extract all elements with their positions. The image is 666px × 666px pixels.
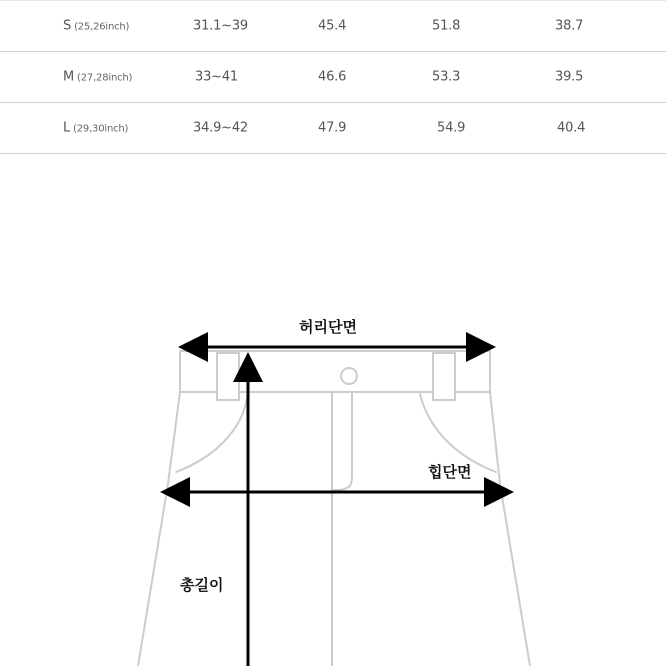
left-outseam (138, 392, 180, 666)
fly-stitch (332, 392, 352, 490)
size-letter: S (63, 18, 72, 34)
waist-cell: 33~41 (195, 69, 238, 85)
right-outseam (490, 392, 530, 666)
measurement-diagram (0, 154, 666, 666)
measure-cell: 38.7 (555, 18, 584, 34)
size-letter: M (63, 69, 75, 85)
measure-cell: 53.3 (432, 69, 461, 85)
belt-loop-right (433, 353, 455, 400)
size-inch: (25,26inch) (74, 21, 130, 33)
table-row (0, 1, 666, 52)
length-label: 총길이 (180, 576, 224, 594)
size-table (0, 0, 666, 154)
table-row (0, 103, 666, 154)
size-cell (63, 121, 128, 136)
size-inch: (29,30inch) (73, 123, 129, 135)
measure-cell: 51.8 (432, 18, 461, 34)
button-icon (341, 368, 357, 384)
measure-cell: 39.5 (555, 69, 584, 85)
pants-illustration (0, 154, 666, 666)
size-letter: L (63, 120, 71, 136)
hip-label: 힙단면 (428, 463, 472, 481)
measure-cell: 45.4 (318, 18, 347, 34)
table-row (0, 52, 666, 103)
size-cell (63, 19, 129, 34)
size-cell (63, 70, 132, 85)
measure-cell: 46.6 (318, 69, 347, 85)
measure-cell: 47.9 (318, 120, 347, 136)
size-inch: (27,28inch) (77, 72, 133, 84)
waist-cell: 34.9~42 (193, 120, 248, 136)
belt-loop-left (217, 353, 239, 400)
waist-cell: 31.1~39 (193, 18, 248, 34)
left-pocket (176, 394, 248, 472)
measure-cell: 40.4 (557, 120, 586, 136)
measure-cell: 54.9 (437, 120, 466, 136)
waist-label: 허리단면 (299, 318, 357, 336)
